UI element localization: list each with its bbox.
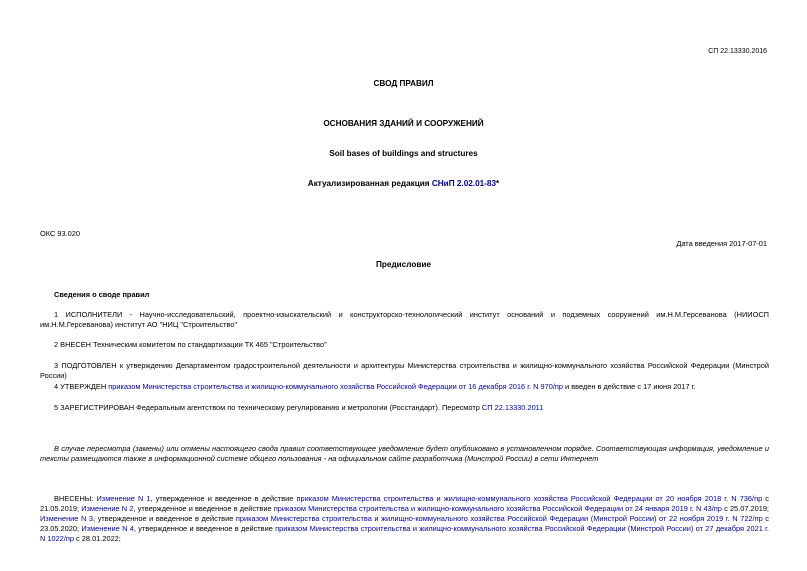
edition-line	[0, 179, 807, 189]
item-executors-label: 1 ИСПОЛНИТЕЛИ	[54, 310, 123, 319]
item-submitted: 2 ВНЕСЕН Техническим комитетом по стандартизации ТК 465 "Строительство"	[54, 340, 327, 349]
changes-text: , утвержденное и введенное в действие	[133, 524, 276, 533]
change-3-link[interactable]: Изменение N 3	[40, 514, 94, 523]
changes-text: с 23.05.2020;	[40, 514, 770, 533]
item-executors-text: - Научно-исследовательский, проектно-изыскательский и конструкторско-технологический институт оснований и подземных сооружений им.Н.М.Герсеванова (НИИОСП им.Н.М.Герсеванова) институт АО "НИЦ "Строительство"	[40, 310, 769, 329]
changes-text: , утвержденное и введенное в действие	[133, 504, 274, 513]
snip-link[interactable]: СНиП 2.02.01-83	[431, 179, 497, 188]
document-title: ОСНОВАНИЯ ЗДАНИЙ И СООРУЖЕНИЙ	[323, 119, 484, 128]
changes-text: с 25.07.2019;	[721, 504, 769, 513]
document-kind: СВОД ПРАВИЛ	[373, 79, 434, 88]
item-registered	[40, 403, 769, 413]
changes-text: с 21.05.2019;	[40, 494, 770, 513]
item-approved-prefix: 4 УТВЕРЖДЕН	[54, 382, 109, 391]
info-heading: Сведения о своде правил	[54, 290, 150, 299]
item-approved	[40, 382, 769, 392]
changes-text: ВНЕСЕНЫ:	[54, 494, 97, 503]
change-2-link[interactable]: Изменение N 2	[81, 504, 134, 513]
intro-date: Дата введения 2017-07-01	[676, 239, 767, 248]
document-code: СП 22.13330.2016	[708, 48, 767, 55]
item-executors	[40, 310, 769, 330]
document-title-en: Soil bases of buildings and structures	[329, 149, 478, 158]
changes-paragraph	[40, 494, 769, 544]
sp-2011-link[interactable]: СП 22.13330.2011	[481, 403, 544, 412]
foreword-heading: Предисловие	[376, 260, 431, 269]
edition-suffix: *	[496, 179, 500, 188]
changes-text: с 28.01.2022;	[74, 534, 121, 543]
order-722-link[interactable]: приказом Министерства строительства и жилищно-коммунального хозяйства Российской Федерации (Минстрой России) от 22 ноября 2019 г. N 722/пр	[235, 514, 763, 523]
oks-code: ОКС 93.020	[40, 229, 80, 238]
order-970-link[interactable]: приказом Министерства строительства и жилищно-коммунального хозяйства Российской Федерации от 16 декабря 2016 г. N 970/пр	[108, 382, 563, 391]
changes-text: , утвержденное и введенное в действие	[150, 494, 297, 503]
item-registered-prefix: 5 ЗАРЕГИСТРИРОВАН Федеральным агентством по техническому регулированию и метрологии (Росстандарт). Пересмотр	[54, 403, 482, 412]
changes-text: , утвержденное и введенное в действие	[93, 514, 236, 523]
edition-prefix: Актуализированная редакция	[307, 179, 432, 188]
item-prepared: 3 ПОДГОТОВЛЕН к утверждению Департаментом градостроительной деятельности и архитектуры Министерства строительства и жилищно-коммунального хозяйства Российской Федерации (Минстрой России)	[40, 361, 769, 380]
change-4-link[interactable]: Изменение N 4	[81, 524, 134, 533]
order-43-link[interactable]: приказом Министерства строительства и жилищно-коммунального хозяйства Российской Федерации от 24 января 2019 г. N 43/пр	[273, 504, 722, 513]
notice-paragraph: В случае пересмотра (замены) или отмены настоящего свода правил соответствующее уведомление будет опубликовано в установленном порядке. Соответствующая информация, уведомление и тексты размещаются также в информационной системе общего пользования - на официальном сайте разработчика (Минстрой России) в сети Интернет	[40, 444, 769, 463]
change-1-link[interactable]: Изменение N 1	[96, 494, 151, 503]
item-approved-suffix: и введен в действие с 17 июня 2017 г.	[562, 382, 696, 391]
order-1022-link[interactable]: приказом Министерства строительства и жилищно-коммунального хозяйства Российской Федерации (Минстрой России) от 27 декабря 2021 г. N 1022/пр	[40, 524, 769, 543]
order-736-link[interactable]: приказом Министерства строительства и жилищно-коммунального хозяйства Российской Федерации от 20 ноября 2018 г. N 736/пр	[296, 494, 763, 503]
